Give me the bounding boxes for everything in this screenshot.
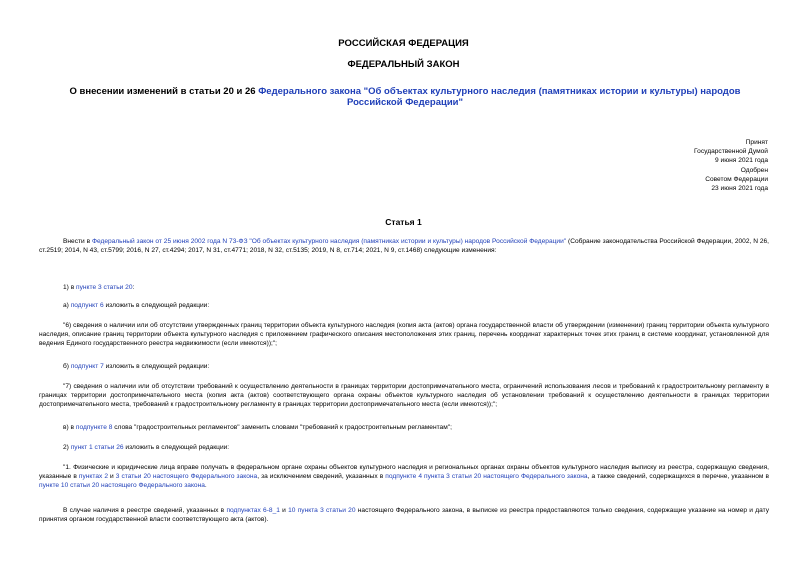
item-1-paragraph (39, 283, 769, 292)
approved-label: Одобрен (740, 166, 768, 174)
accepted-date: 9 июня 2021 года (715, 157, 768, 165)
item-b-paragraph (39, 362, 769, 371)
last-and: и (279, 507, 289, 514)
law-title (60, 86, 750, 108)
quote-7-paragraph: "7) сведения о наличии или об отсутствии требований к осуществлению деятельности в границах территории достопримечательного места, ограничений использования лесов и требований к градостроительному регламенту в границах территории достопримечательного места (копия акта (актов) соответствующего органа охраны объектов культурного наследия об установлении требований к осуществлению деятельности в границах территории достопримечательного места, требований к градостроительному регламенту в границах территории достопримечательного места (если имеются));"; (39, 383, 769, 409)
item-b-link[interactable]: подпункт 7 (70, 363, 104, 370)
item-1-tail: : (132, 284, 135, 291)
item-2-text: 2) (63, 444, 71, 451)
item-2-paragraph (39, 443, 769, 452)
last-text: В случае наличия в реестре сведений, указанных в (63, 507, 227, 514)
last-paragraph (39, 506, 769, 524)
item-v-link[interactable]: подпункте 8 (75, 424, 113, 431)
intro-paragraph (39, 237, 769, 255)
subpoints-6-8-link[interactable]: подпунктах 6-8_1 (226, 507, 280, 514)
acceptance-block (694, 138, 768, 193)
law-title-link[interactable]: Федерального закона "Об объектах культурного наследия (памятниках истории и культуры) народов Российской Федерации" (258, 86, 741, 108)
item-a-tail: изложить в следующей редакции: (103, 302, 210, 309)
point-10-link[interactable]: пункте 10 статьи 20 настоящего Федерального закона (39, 482, 205, 490)
federal-law-link[interactable]: Федеральный закон от 25 июня 2002 года N 73-ФЗ "Об объектах культурного наследия (памятниках истории и культуры) народов Российской Федерации" (91, 238, 567, 245)
points-2-link[interactable]: пунктах 2 (78, 473, 108, 481)
item-a-link[interactable]: подпункт 6 (70, 302, 104, 309)
quote-1-text: "1. Физические и юридические лица вправе получать в федеральном органе охраны объектов культурного наследия и региональных органах охраны объектов культурного наследия выписку из реестра, содержащую сведения, указанные в (39, 464, 769, 481)
item-b-text: б) (63, 363, 71, 370)
article-20-point-3-link[interactable]: 3 статьи 20 настоящего Федерального закона (115, 473, 258, 481)
item-b-tail: изложить в следующей редакции: (103, 363, 210, 370)
item-1-text: 1) в (63, 284, 77, 291)
item-v-paragraph (39, 423, 769, 432)
quote-1-also: , а также сведений, содержащихся в перечне, указанном в (587, 473, 769, 481)
intro-text-tail: (Собрание законодательства Российской Федерации, 2002, N 26, ст.2519; 2014, N 43, ст.5799; 2016, N 27, ст.4294; 2017, N 31, ст.4771; 2018, N 32, ст.5135; 2019, N 8, ст.714; 2021, N 9, ст.1468) следующие изменения: (39, 238, 769, 255)
quote-1-except: , за исключением сведений, указанных в (257, 473, 386, 481)
intro-text: Внести в (63, 238, 92, 245)
last-tail: настоящего Федерального закона, в выписке из реестра предоставляются только сведения, содержащие указание на номер и дату принятия органом государственной власти соответствующего акта (актов). (39, 507, 770, 524)
quote-6-paragraph: "6) сведения о наличии или об отсутствии утвержденных границ территории объекта культурного наследия (копия акта (актов) органа государственной власти об утверждении (изменении) границ территории объекта культурного наследия, описание границ территории объекта культурного наследия с приложением графического описания местоположения этих границ, перечень координат характерных точек этих границ в системе координат, установленной для ведения Единого государственного реестра недвижимости (если имеются));"; (39, 322, 769, 348)
item-1-link[interactable]: пункте 3 статьи 20 (76, 284, 133, 291)
item-v-text: в) в (63, 424, 76, 431)
accepted-by: Государственной Думой (694, 148, 768, 156)
document-type-heading: ФЕДЕРАЛЬНЫЙ ЗАКОН (347, 59, 460, 70)
quote-1-paragraph (39, 463, 769, 491)
accepted-label: Принят (745, 139, 768, 146)
point-10-article-20-link[interactable]: 10 пункта 3 статьи 20 (288, 507, 356, 514)
law-title-prefix: О внесении изменений в статьи 20 и 26 (69, 86, 259, 97)
quote-1-and: и (108, 473, 116, 481)
item-v-tail: слова "градостроительных регламентов" заменить словами "требований к градостроительным регламентам"; (112, 424, 452, 431)
approved-by: Советом Федерации (705, 175, 768, 183)
article-title: Статья 1 (385, 217, 422, 227)
item-2-link[interactable]: пункт 1 статьи 26 (70, 444, 124, 451)
item-2-tail: изложить в следующей редакции: (123, 444, 230, 451)
country-heading: РОССИЙСКАЯ ФЕДЕРАЦИЯ (338, 38, 469, 49)
quote-1-end: . (204, 482, 207, 490)
approved-date: 23 июня 2021 года (711, 185, 768, 193)
item-a-text: а) (63, 302, 71, 309)
subpoint-4-link[interactable]: подпункте 4 пункта 3 статьи 20 настоящего Федерального закона (385, 473, 588, 481)
item-a-paragraph (39, 301, 769, 310)
